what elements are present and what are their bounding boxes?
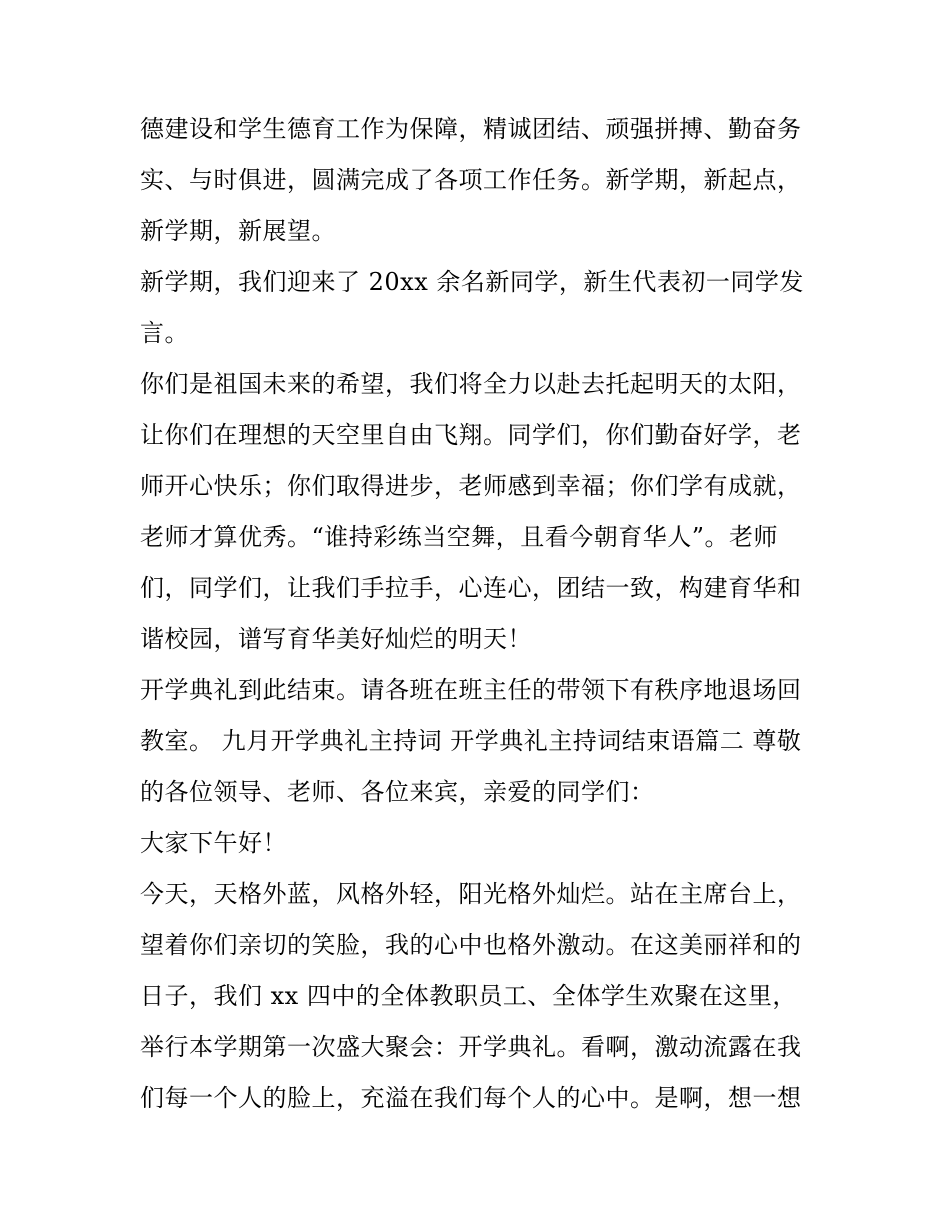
text-line: 望着你们亲切的笑脸，我的心中也格外激动。在这美丽祥和的 xyxy=(140,931,802,959)
text-line: 教室。 九月开学典礼主持词 开学典礼主持词结束语篇二 尊敬 xyxy=(140,727,802,755)
text-line: 新学期，新展望。 xyxy=(140,217,336,245)
text-line: 让你们在理想的天空里自由飞翔。同学们，你们勤奋好学，老 xyxy=(140,421,802,449)
text-line: 新学期，我们迎来了 20xx 余名新同学，新生代表初一同学发 xyxy=(140,268,804,296)
text-line: 师开心快乐；你们取得进步，老师感到幸福；你们学有成就， xyxy=(140,472,802,500)
document-body xyxy=(140,104,820,1124)
text-line: 日子，我们 xx 四中的全体教职员工、全体学生欢聚在这里， xyxy=(140,982,797,1010)
text-line: 谐校园，谱写育华美好灿烂的明天！ xyxy=(140,625,532,653)
text-line: 今天，天格外蓝，风格外轻，阳光格外灿烂。站在主席台上， xyxy=(140,880,802,908)
text-line: 言。 xyxy=(140,319,189,347)
text-line: 大家下午好！ xyxy=(140,829,287,857)
text-line: 们，同学们，让我们手拉手，心连心，团结一致，构建育华和 xyxy=(140,574,802,602)
text-line: 们每一个人的脸上，充溢在我们每个人的心中。是啊，想一想 xyxy=(140,1084,802,1112)
text-line: 举行本学期第一次盛大聚会：开学典礼。看啊，激动流露在我 xyxy=(140,1033,802,1061)
text-line: 老师才算优秀。“谁持彩练当空舞，且看今朝育华人”。老师 xyxy=(140,523,779,551)
text-line: 德建设和学生德育工作为保障，精诚团结、顽强拼搏、勤奋务 xyxy=(140,115,802,143)
text-line: 你们是祖国未来的希望，我们将全力以赴去托起明天的太阳， xyxy=(140,370,802,398)
text-line: 开学典礼到此结束。请各班在班主任的带领下有秩序地退场回 xyxy=(140,676,802,704)
text-line: 的各位领导、老师、各位来宾，亲爱的同学们： xyxy=(140,778,655,806)
text-line: 实、与时俱进，圆满完成了各项工作任务。新学期，新起点， xyxy=(140,166,802,194)
